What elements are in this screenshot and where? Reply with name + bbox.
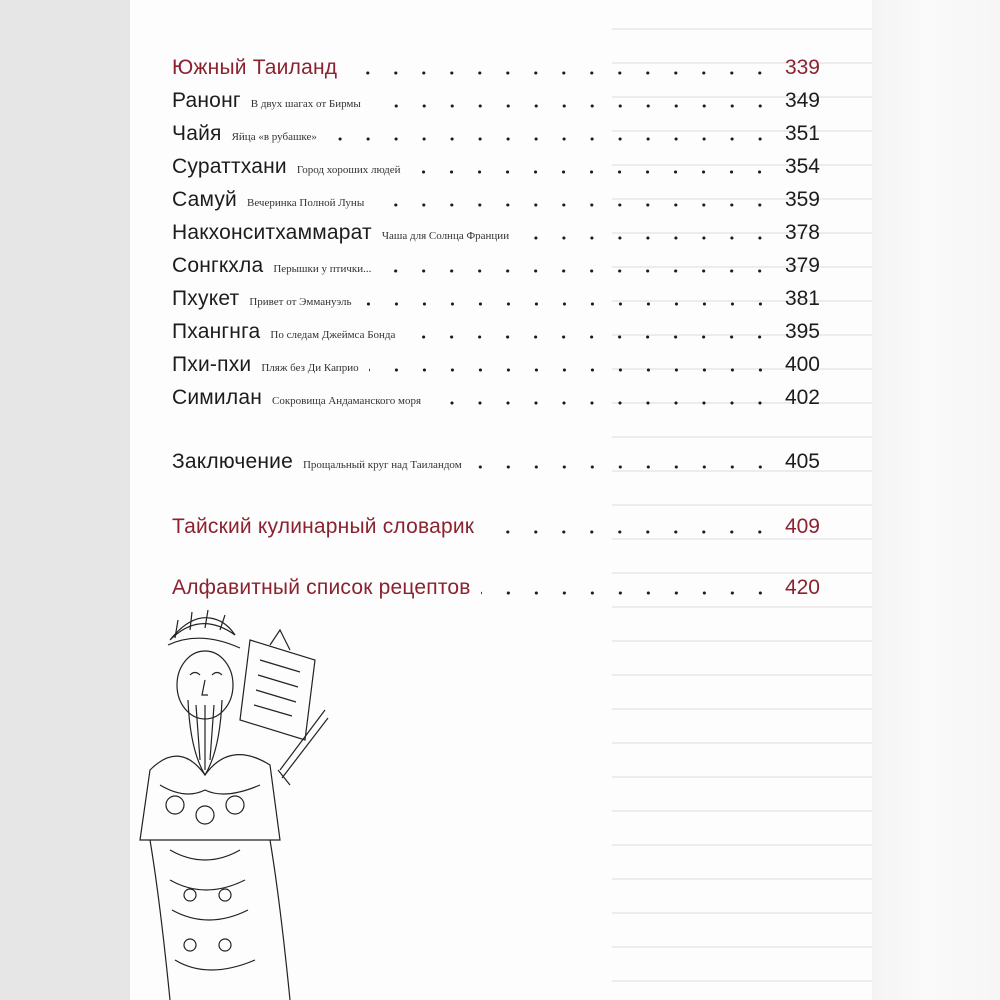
dot-leader xyxy=(381,268,774,274)
toc-title: Пхи-пхи xyxy=(172,353,252,376)
toc-title: Чайя xyxy=(172,122,222,145)
toc-entry[interactable] xyxy=(172,122,820,156)
dot-leader xyxy=(519,235,774,241)
toc-entry[interactable] xyxy=(172,386,820,420)
toc-entry[interactable] xyxy=(172,254,820,288)
toc-page-number: 400 xyxy=(784,353,820,376)
toc-entry[interactable] xyxy=(172,155,820,189)
toc-subtitle: Привет от Эммануэль xyxy=(249,296,352,308)
toc-subtitle: В двух шагах от Бирмы xyxy=(250,98,361,110)
toc-subtitle: Сокровища Андаманского моря xyxy=(272,395,422,407)
toc-page-number: 378 xyxy=(784,221,820,244)
toc-entry-conclusion[interactable] xyxy=(172,450,820,484)
toc-page-number: 354 xyxy=(784,155,820,178)
dot-leader xyxy=(481,590,774,596)
toc-title: Тайский кулинарный словарик xyxy=(172,515,475,538)
toc-title: Сонгкхла xyxy=(172,254,264,277)
toc-title: Накхонситхаммарат xyxy=(172,221,372,244)
dot-leader xyxy=(362,301,774,307)
dot-leader xyxy=(327,136,774,142)
toc-subtitle: Город хороших людей xyxy=(296,164,401,176)
toc-title: Южный Таиланд xyxy=(172,56,338,79)
dot-leader xyxy=(374,202,774,208)
toc-subtitle: Яйца «в рубашке» xyxy=(231,131,317,143)
toc-page-number: 395 xyxy=(784,320,820,343)
toc-entry[interactable] xyxy=(172,89,820,123)
toc-entry[interactable] xyxy=(172,188,820,222)
toc-page-number: 405 xyxy=(784,450,820,473)
toc-title: Пхукет xyxy=(172,287,240,310)
dot-leader xyxy=(371,103,774,109)
toc-title: Ранонг xyxy=(172,89,241,112)
toc-title: Сураттхани xyxy=(172,155,287,178)
toc-subtitle: Перышки у птички... xyxy=(273,263,372,275)
guardian-warrior-illustration xyxy=(130,600,330,1000)
toc-subtitle: Вечеринка Полной Луны xyxy=(246,197,365,209)
toc-page-number: 349 xyxy=(784,89,820,112)
toc-section-dictionary[interactable] xyxy=(172,515,820,549)
toc-page-number: 351 xyxy=(784,122,820,145)
book-page xyxy=(130,0,872,1000)
toc-subtitle: Чаша для Солнца Франции xyxy=(381,230,510,242)
toc-title: Заключение xyxy=(172,450,293,473)
toc-page-number: 420 xyxy=(784,576,820,599)
toc-title: Пхангнга xyxy=(172,320,261,343)
toc-page-number: 339 xyxy=(784,56,820,79)
dot-leader xyxy=(484,529,774,535)
toc-entry[interactable] xyxy=(172,320,820,354)
toc-page-number: 402 xyxy=(784,386,820,409)
toc-page-number: 381 xyxy=(784,287,820,310)
toc-page-number: 379 xyxy=(784,254,820,277)
toc-title: Самуй xyxy=(172,188,237,211)
dot-leader xyxy=(405,334,774,340)
toc-subtitle: Прощальный круг над Таиландом xyxy=(302,459,462,471)
dot-leader xyxy=(410,169,774,175)
toc-section-south-thailand[interactable] xyxy=(172,56,820,90)
toc-page-number: 359 xyxy=(784,188,820,211)
toc-subtitle: Пляж без Ди Каприо xyxy=(261,362,359,374)
dot-leader xyxy=(347,70,774,76)
toc-entry[interactable] xyxy=(172,287,820,321)
toc-entry[interactable] xyxy=(172,353,820,387)
toc-page-number: 409 xyxy=(784,515,820,538)
toc-entry[interactable] xyxy=(172,221,820,255)
dot-leader xyxy=(472,464,774,470)
page-edge xyxy=(872,0,1000,1000)
dot-leader xyxy=(431,400,774,406)
toc-subtitle: По следам Джеймса Бонда xyxy=(270,329,396,341)
toc-title: Симилан xyxy=(172,386,262,409)
dot-leader xyxy=(369,367,774,373)
toc-title: Алфавитный список рецептов xyxy=(172,576,471,599)
